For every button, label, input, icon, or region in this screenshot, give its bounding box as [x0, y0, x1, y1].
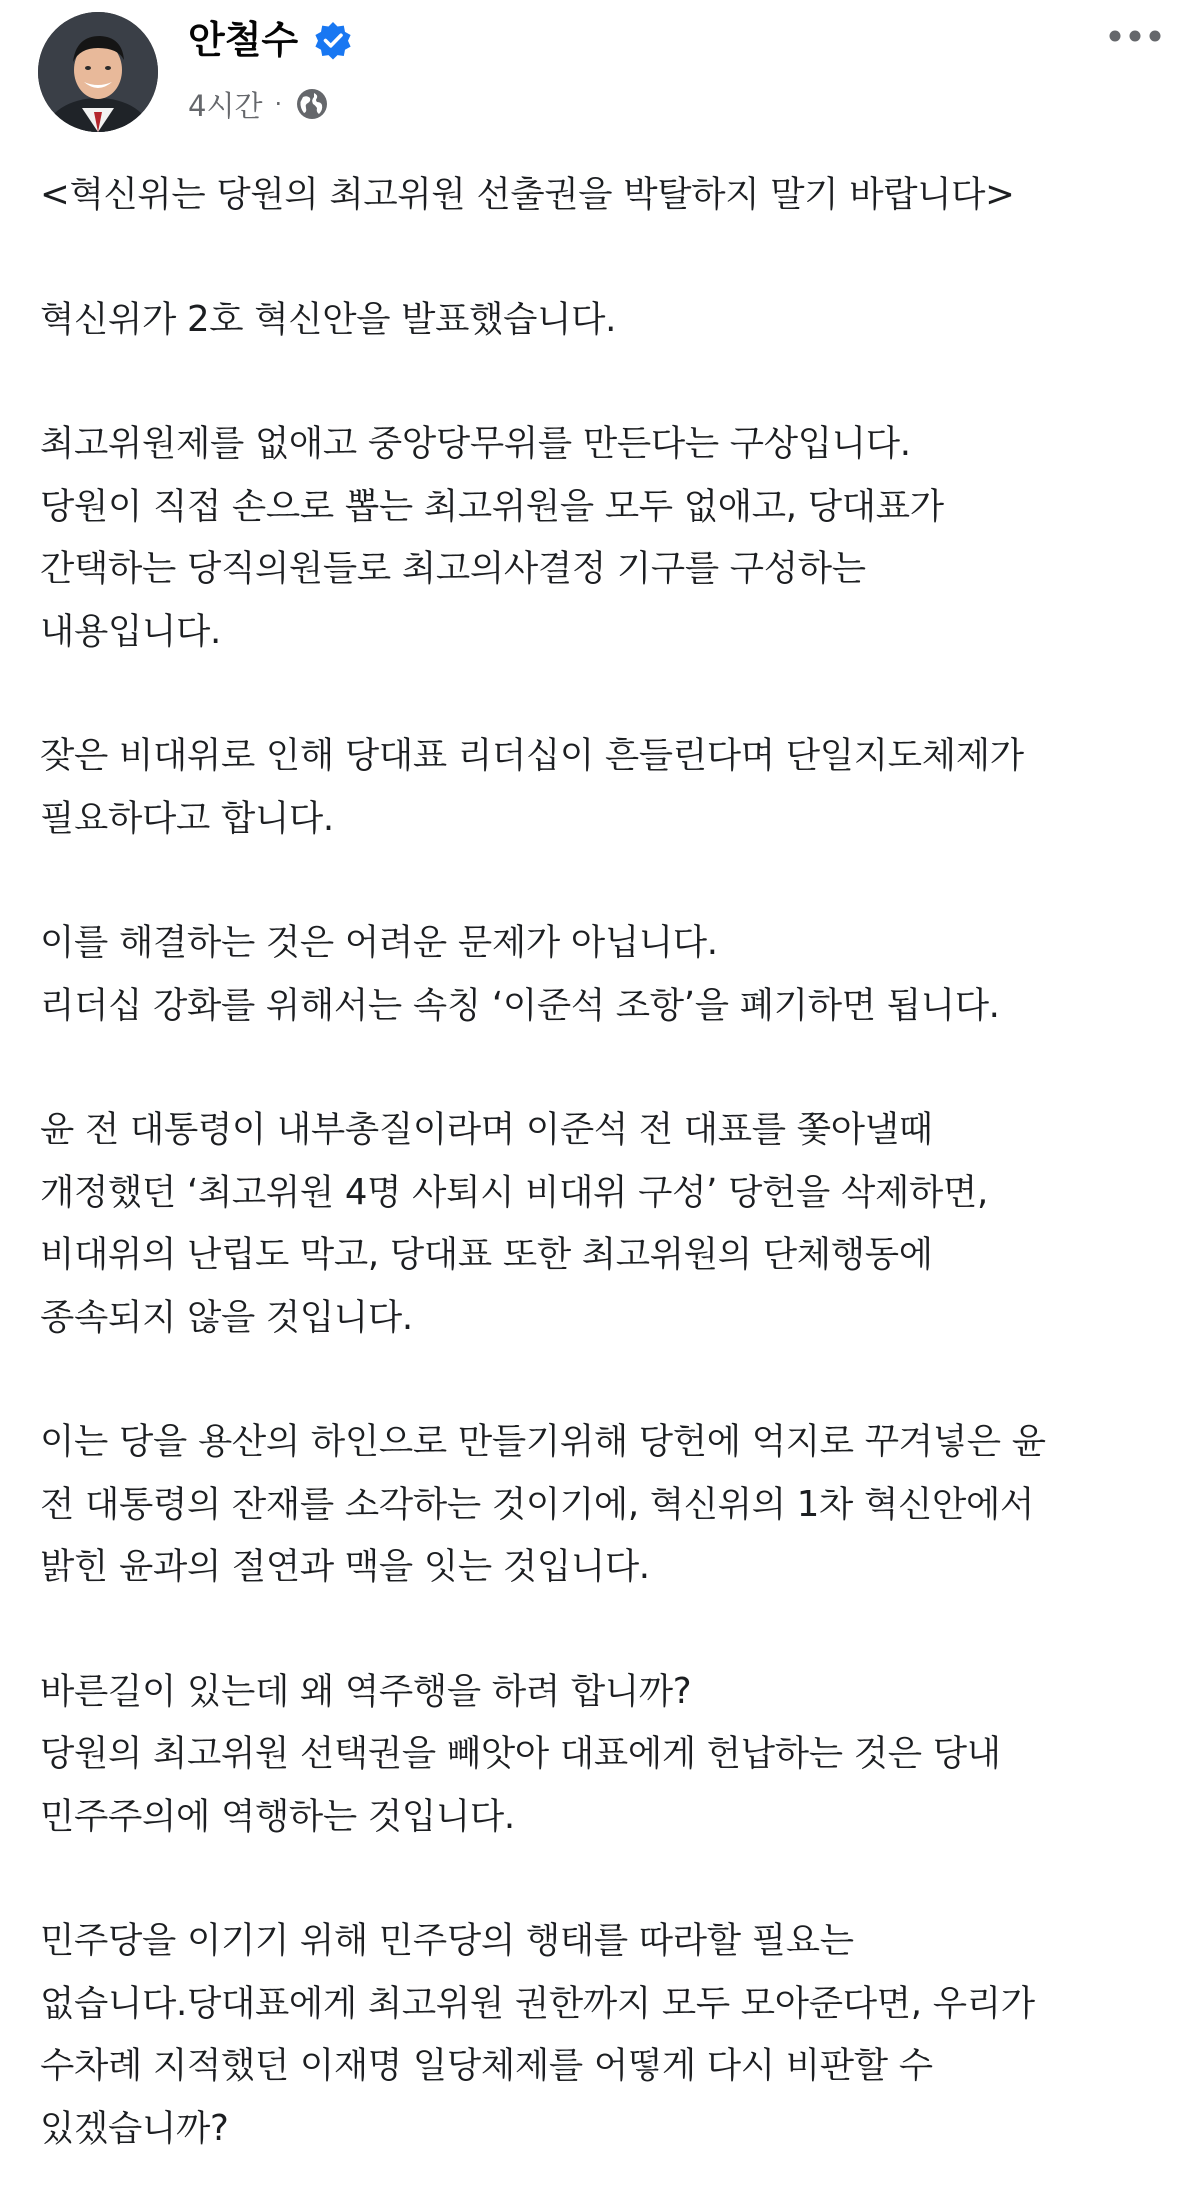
text-line: 내용입니다.: [40, 610, 221, 652]
text-line: <혁신위는 당원의 최고위원 선출권을 박탈하지 말기 바랍니다>: [40, 174, 1015, 215]
author-name[interactable]: 안철수: [188, 18, 299, 62]
paragraph-gap: [40, 1599, 1175, 1661]
paragraph: [40, 289, 1175, 352]
paragraph-gap: [40, 663, 1175, 725]
text-line: 개정했던 ‘최고위원 4명 사퇴시 비대위 구성’ 당헌을 삭제하면,: [40, 1171, 988, 1213]
post-header: [0, 0, 1200, 150]
paragraph: [40, 725, 1175, 850]
paragraph: [40, 1661, 1175, 1849]
text-line: 비대위의 난립도 막고, 당대표 또한 최고위원의 단체행동에: [40, 1234, 933, 1275]
text-line: 바른길이 있는데 왜 역주행을 하려 합니까?: [40, 1670, 692, 1712]
paragraph: [40, 1411, 1175, 1599]
text-line: 있겠습니까?: [40, 2107, 229, 2149]
text-line: 당원의 최고위원 선택권을 빼앗아 대표에게 헌납하는 것은 당내: [40, 1733, 1001, 1774]
globe-icon[interactable]: [294, 86, 330, 122]
text-line: 간택하는 당직의원들로 최고의사결정 기구를 구성하는: [40, 548, 866, 589]
text-line: 필요하다고 합니다.: [40, 797, 334, 839]
paragraph: [40, 912, 1175, 1037]
post-timestamp[interactable]: 4시간: [188, 88, 263, 123]
paragraph-gap: [40, 1848, 1175, 1910]
text-line: 이를 해결하는 것은 어려운 문제가 아닙니다.: [40, 922, 718, 963]
post-meta: [188, 84, 330, 124]
text-line: 윤 전 대통령이 내부총질이라며 이준석 전 대표를 쫓아낼때: [40, 1109, 933, 1150]
text-line: 리더십 강화를 위해서는 속칭 ‘이준석 조항’을 폐기하면 됩니다.: [40, 984, 1000, 1026]
text-line: 혁신위가 2호 혁신안을 발표했습니다.: [40, 298, 617, 340]
post-heading: [40, 164, 1175, 227]
text-line: 최고위원제를 없애고 중앙당무위를 만든다는 구상입니다.: [40, 423, 911, 464]
text-line: 밝힌 윤과의 절연과 맥을 잇는 것입니다.: [40, 1546, 650, 1587]
verified-badge-icon: [313, 20, 353, 60]
paragraph: [40, 1910, 1175, 2160]
post-text: [40, 164, 1175, 2160]
paragraph-gap: [40, 227, 1175, 289]
paragraph-gap: [40, 1349, 1175, 1411]
text-line: 민주주의에 역행하는 것입니다.: [40, 1795, 515, 1837]
paragraph-gap: [40, 1037, 1175, 1099]
text-line: 없습니다.당대표에게 최고위원 권한까지 모두 모아준다면, 우리가: [40, 1982, 1035, 2024]
text-line: 전 대통령의 잔재를 소각하는 것이기에, 혁신위의 1차 혁신안에서: [40, 1483, 1034, 1525]
more-options-icon[interactable]: [1105, 18, 1165, 54]
text-line: 이는 당을 용산의 하인으로 만들기위해 당헌에 억지로 꾸겨넣은 윤: [40, 1421, 1046, 1462]
avatar-photo-icon: [38, 12, 158, 132]
author-avatar[interactable]: [38, 12, 158, 132]
text-line: 민주당을 이기기 위해 민주당의 행태를 따라할 필요는: [40, 1920, 854, 1961]
paragraph-gap: [40, 351, 1175, 413]
paragraph: [40, 1099, 1175, 1349]
meta-separator: ·: [274, 90, 283, 118]
paragraph-gap: [40, 850, 1175, 912]
text-line: 수차례 지적했던 이재명 일당체제를 어떻게 다시 비판할 수: [40, 2045, 933, 2086]
text-line: 잦은 비대위로 인해 당대표 리더십이 흔들린다며 단일지도체제가: [40, 735, 1024, 776]
paragraph: [40, 413, 1175, 663]
text-line: 당원이 직접 손으로 뽑는 최고위원을 모두 없애고, 당대표가: [40, 485, 944, 527]
text-line: 종속되지 않을 것입니다.: [40, 1296, 413, 1338]
